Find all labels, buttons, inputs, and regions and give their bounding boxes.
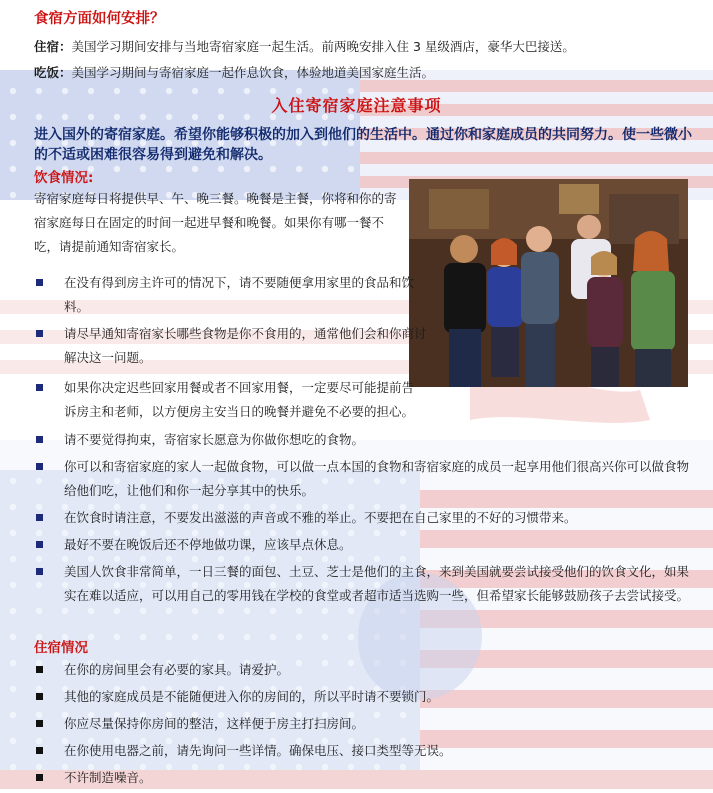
- list-item: 其他的家庭成员是不能随便进入你的房间的，所以平时请不要锁门。: [34, 685, 689, 709]
- meals-line: [34, 63, 434, 81]
- list-item: 最好不要在晚饭后还不停地做功课，应该早点休息。: [34, 533, 689, 557]
- bullet-square-icon: [36, 747, 43, 754]
- bullet-square-icon: [36, 279, 43, 286]
- diet-bullets-top: [34, 271, 434, 373]
- list-item: 如果你决定迟些回家用餐或者不回家用餐，一定要尽可能提前告诉房主和老师，以方便房主安当日的晚餐并避免不必要的担心。: [34, 376, 424, 424]
- notice-intro: 进入国外的寄宿家庭。希望你能够积极的加入到他们的生活中。通过你和家庭成员的共同努力。使一些微小的不适或困难很容易得到避免和解决。: [34, 127, 692, 163]
- housing-text: 美国学习期间安排与当地寄宿家庭一起生活。前两晚安排入住 3 星级酒店，豪华大巴接送。: [71, 39, 575, 54]
- bullet-square-icon: [36, 436, 43, 443]
- bullet-square-icon: [36, 330, 43, 337]
- list-item: 不许制造噪音。: [34, 766, 689, 790]
- list-item: 在没有得到房主许可的情况下，请不要随便拿用家里的食品和饮料。: [34, 271, 434, 319]
- diet-bullets-mid: [34, 376, 424, 427]
- list-item: 在饮食时请注意，不要发出滋滋的声音或不雅的举止。不要把在自己家里的不好的习惯带来。: [34, 506, 689, 530]
- meals-label: 吃饭：: [34, 65, 72, 80]
- list-item: 请尽早通知寄宿家长哪些食物是你不食用的，通常他们会和你商讨解决这一问题。: [34, 322, 434, 370]
- list-item: 在你的房间里会有必要的家具。请爱护。: [34, 658, 689, 682]
- bullet-square-icon: [36, 568, 43, 575]
- bullet-square-icon: [36, 666, 43, 673]
- bullet-square-icon: [36, 541, 43, 548]
- list-item: 你应尽量保持你房间的整洁，这样便于房主打扫房间。: [34, 712, 689, 736]
- diet-paragraph: 寄宿家庭每日将提供早、午、晚三餐。晚餐是主餐，你将和你的寄宿家庭每日在固定的时间一起进早餐和晚餐。如果你有哪一餐不吃，请提前通知寄宿家长。: [34, 191, 397, 254]
- host-family-photo: [409, 179, 688, 387]
- list-item: 美国人饮食非常简单，一日三餐的面包、土豆、芝士是他们的主食，来到美国就要尝试接受他们的饮食文化，如果实在难以适应，可以用自己的零用钱在学校的食堂或者超市适当选购一些，但希望家长能够鼓励孩子去尝试接受。: [34, 560, 689, 608]
- list-item: 请不要觉得拘束，寄宿家长愿意为你做你想吃的食物。: [34, 428, 689, 452]
- bullet-square-icon: [36, 463, 43, 470]
- notice-title: 入住寄宿家庭注意事项: [271, 96, 442, 115]
- bullet-square-icon: [36, 774, 43, 781]
- diet-bullets-bottom: [34, 428, 689, 611]
- meals-text: 美国学习期间与寄宿家庭一起作息饮食，体验地道美国家庭生活。: [71, 65, 435, 80]
- lodging-bullets: [34, 658, 689, 793]
- housing-line: [34, 37, 575, 55]
- bullet-square-icon: [36, 514, 43, 521]
- bullet-square-icon: [36, 720, 43, 727]
- bullet-square-icon: [36, 384, 43, 391]
- list-item: 在你使用电器之前，请先询问一些详情。确保电压、接口类型等无误。: [34, 739, 689, 763]
- lodging-heading: 住宿情况: [34, 640, 88, 656]
- bullet-square-icon: [36, 693, 43, 700]
- housing-label: 住宿：: [34, 39, 72, 54]
- accommodation-title: 食宿方面如何安排？: [34, 11, 165, 27]
- list-item: 你可以和寄宿家庭的家人一起做食物，可以做一点本国的食物和寄宿家庭的成员一起享用他们很高兴你可以做食物给他们吃，让他们和你一起分享其中的快乐。: [34, 455, 689, 503]
- diet-heading: 饮食情况:: [34, 170, 94, 186]
